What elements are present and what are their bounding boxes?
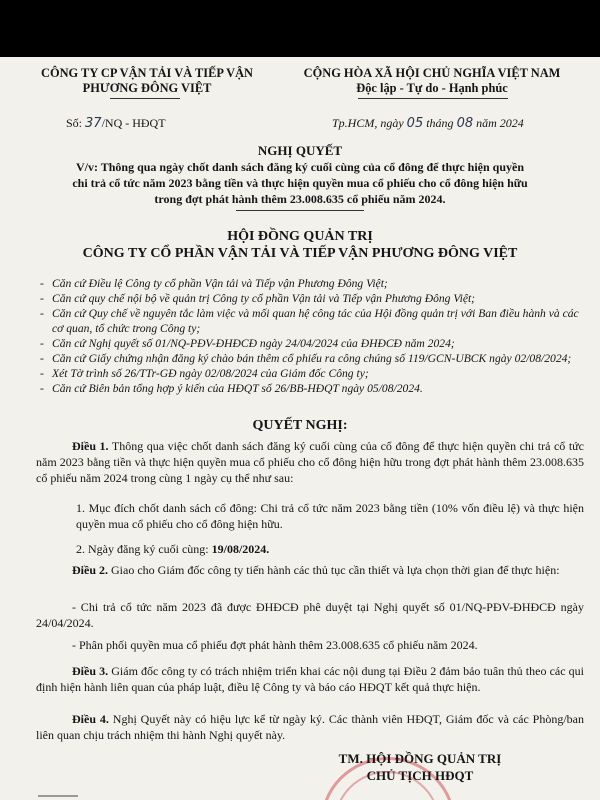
national-motto: Độc lập - Tự do - Hạnh phúc [356, 81, 508, 95]
last-registration-label: 2. Ngày đăng ký cuối cùng: [76, 542, 209, 556]
basis-item: - Xét Tờ trình số 26/TTr-GĐ ngày 02/08/2024 của Giám đốc Công ty; [38, 366, 586, 381]
doc-no-handwritten: 37 [85, 116, 102, 131]
doc-no-suffix: /NQ - HĐQT [101, 116, 166, 130]
last-registration-date: 19/08/2024. [211, 542, 270, 556]
document-number [66, 115, 166, 132]
resolution-heading: NGHỊ QUYẾT [257, 143, 343, 158]
date-day: 05 [406, 116, 424, 131]
date-year: năm 2024 [476, 116, 524, 130]
subject-line3: trong đợt phát hành thêm 23.008.635 cổ phiếu năm 2024. [154, 192, 446, 206]
article-1 [36, 438, 584, 486]
date-month: 08 [456, 116, 474, 131]
legal-bases-list [38, 276, 586, 396]
title-underline [236, 210, 364, 211]
subject-line1: V/v: Thông qua ngày chốt danh sách đăng ký cuối cùng của cổ đông để thực hiện quyền [75, 160, 525, 174]
article-4-text: Nghị Quyết này có hiệu lực kể từ ngày ký. Các thành viên HĐQT, Giám đốc và các Phòng/ban liên quan chịu trách nhiệm thi hành Nghị quyết này. [36, 712, 585, 742]
motto-underline [358, 98, 508, 99]
company-name-line2: PHƯƠNG ĐÔNG VIỆT [82, 81, 212, 95]
article-1-text: Thông qua việc chốt danh sách đăng ký cuối cùng của cổ đông để thực hiện quyền chi trả cổ tức năm 2023 bằng tiền và thực hiện quyền mua cổ phiếu cho cổ đông hiện hữu trong đợt phát hành thêm 23.008.635 cổ phiếu năm 2024 trong cùng 1 ngày cụ thể như sau: [36, 439, 584, 485]
article-2-text: Giao cho Giám đốc công ty tiến hành các thủ tục cần thiết và lựa chọn thời gian để thực hiện: [111, 563, 560, 577]
basis-item: - Căn cứ Nghị quyết số 01/NQ-PĐV-ĐHĐCĐ ngày 24/04/2024 của ĐHĐCĐ năm 2024; [38, 336, 586, 351]
subject-line2: chi trả cổ tức năm 2023 bằng tiền và thực hiện quyền mua cổ phiếu cho cổ đông hiện hữu [72, 176, 528, 190]
company-underline [110, 98, 180, 99]
article-2 [36, 562, 584, 578]
company-name-line1: CÔNG TY CP VẬN TẢI VÀ TIẾP VẬN [41, 66, 253, 80]
article-4-label: Điều 4. [72, 712, 109, 726]
basis-item: - Căn cứ quy chế nội bộ về quản trị Công ty cổ phần Vận tải và Tiếp vận Phương Đông Việt; [38, 291, 586, 306]
article-3 [36, 663, 584, 695]
document-page [0, 57, 600, 800]
article-2-item-2: - Phân phối quyền mua cổ phiếu đợt phát hành thêm 23.008.635 cổ phiếu năm 2024. [72, 638, 478, 652]
basis-item: - Căn cứ Giấy chứng nhận đăng ký chào bán thêm cổ phiếu ra công chúng số 119/GCN-UBCK ngày 02/08/2024; [38, 351, 586, 366]
republic-title: CỘNG HÒA XÃ HỘI CHỦ NGHĨA VIỆT NAM [303, 66, 561, 80]
signature-title: TM. HỘI ĐỒNG QUẢN TRỊ [338, 751, 502, 766]
resolves-heading: QUYẾT NGHỊ: [252, 418, 348, 433]
article-1-item-1: 1. Mục đích chốt danh sách cổ đông: Chi trả cổ tức năm 2023 bằng tiền (10% vốn điều lệ) và thực hiện quyền mua cổ phiếu cho cổ đông hiện hữu. [76, 501, 584, 531]
basis-item: - Căn cứ Quy chế về nguyên tắc làm việc và mối quan hệ công tác của Hội đồng quản trị với Ban điều hành và các cơ quan, tổ chức trong Công ty; [38, 306, 586, 336]
doc-no-prefix: Số: [66, 116, 83, 130]
basis-item: - Căn cứ Điều lệ Công ty cổ phần Vận tải và Tiếp vận Phương Đông Việt; [38, 276, 586, 291]
article-2-label: Điều 2. [72, 563, 108, 577]
date-prefix: Tp.HCM, ngày [332, 116, 404, 130]
article-3-label: Điều 3. [72, 664, 109, 678]
board-title: HỘI ĐỒNG QUẢN TRỊ [227, 229, 373, 244]
document-date [332, 115, 524, 132]
article-3-text: Giám đốc công ty có trách nhiệm triển khai các nội dung tại Điều 2 đảm bảo tuân thủ theo các qui định hiện hành liên quan của pháp luật, điều lệ Công ty và báo cáo HĐQT kết quả thực hiện. [36, 664, 585, 694]
signature-role: CHỦ TỊCH HĐQT [366, 768, 474, 783]
article-2-item-1: - Chi trả cổ tức năm 2023 đã được ĐHĐCĐ phê duyệt tại Nghị quyết số 01/NQ-PĐV-ĐHĐCĐ ngày 24/04/2024. [36, 600, 584, 630]
board-company: CÔNG TY CỔ PHẦN VẬN TẢI VÀ TIẾP VẬN PHƯƠNG ĐÔNG VIỆT [82, 246, 518, 261]
article-1-label: Điều 1. [72, 439, 109, 453]
basis-item: - Căn cứ Biên bản tổng hợp ý kiến của HĐQT số 26/BB-HĐQT ngày 05/08/2024. [38, 381, 586, 396]
scan-artifact [38, 795, 78, 797]
article-1-item-2 [76, 541, 584, 557]
article-4 [36, 711, 584, 743]
date-month-label: tháng [426, 116, 454, 130]
